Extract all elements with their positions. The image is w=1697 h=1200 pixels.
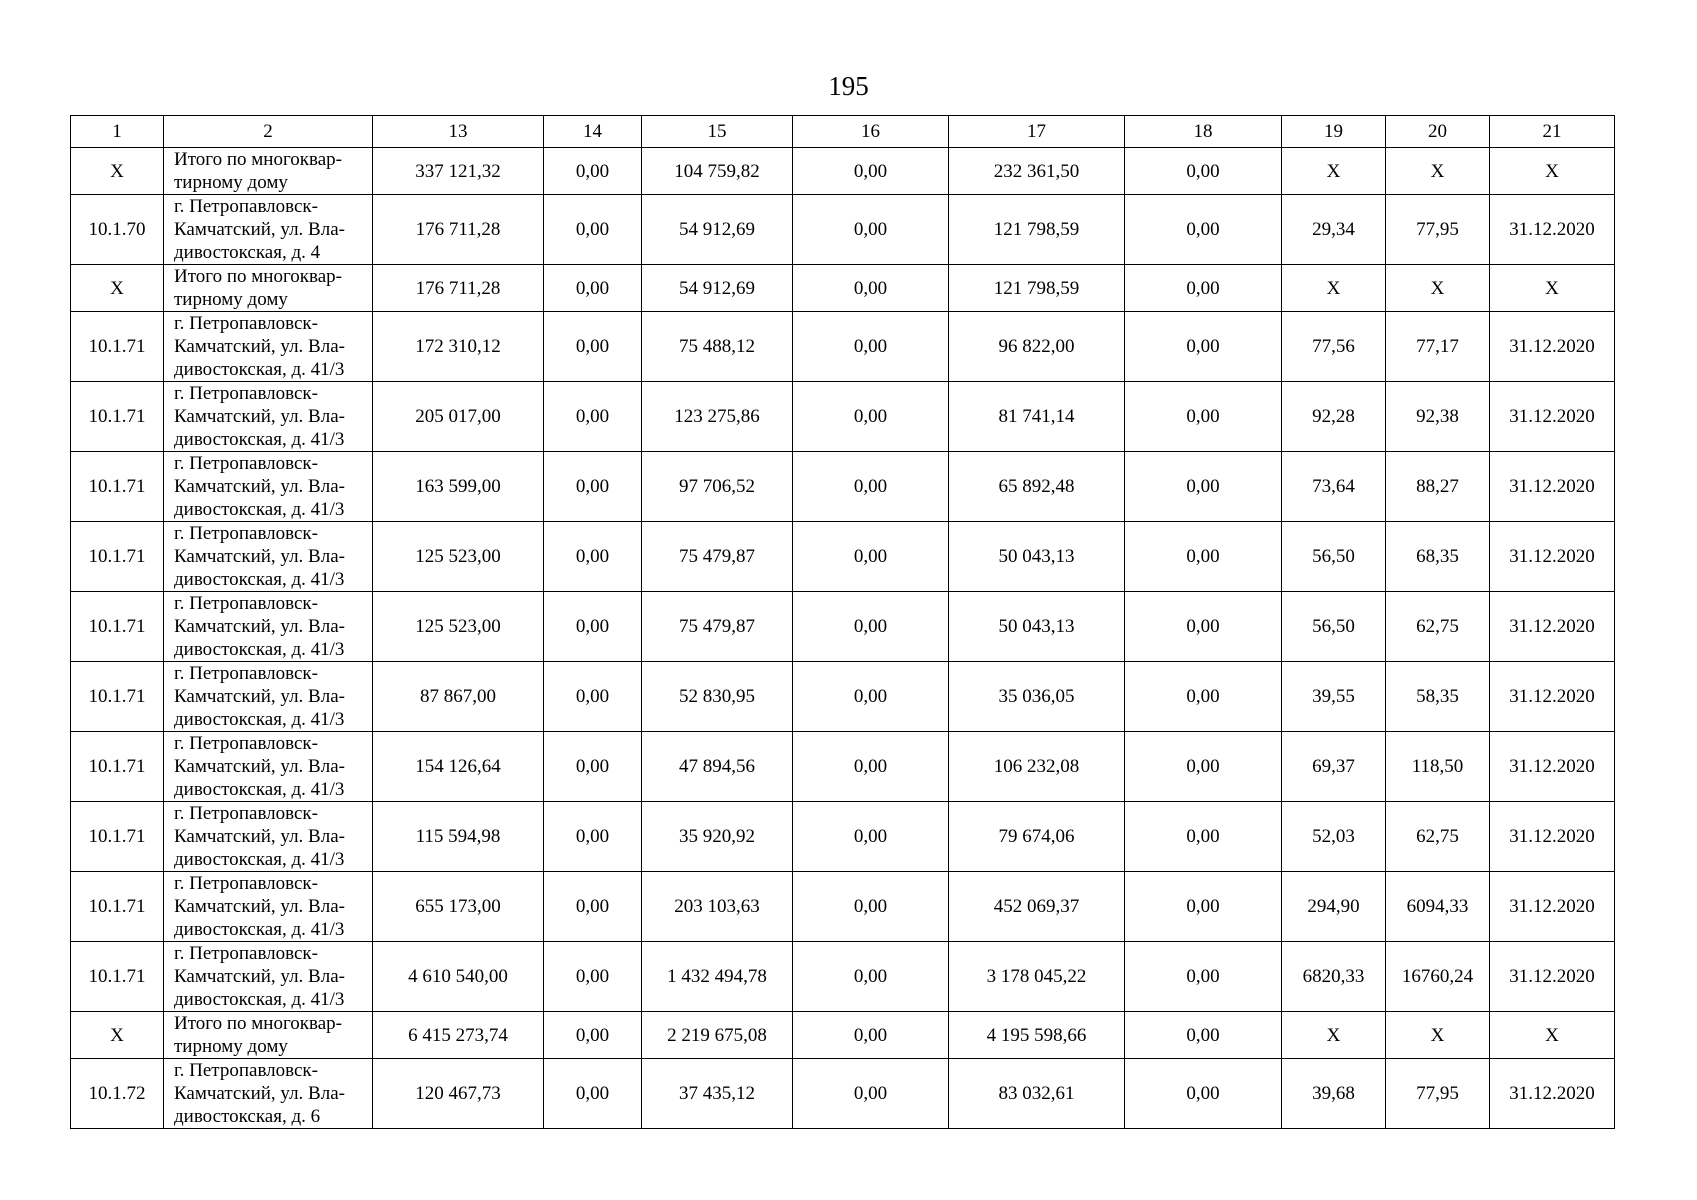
value-cell-20: X	[1386, 148, 1490, 195]
value-cell-18: 0,00	[1125, 148, 1282, 195]
value-cell-16: 0,00	[793, 872, 949, 942]
value-cell-16: 0,00	[793, 592, 949, 662]
value-cell-14: 0,00	[544, 312, 642, 382]
address-line: г. Петропавловск-	[174, 313, 318, 334]
column-number-cell: 20	[1386, 116, 1490, 148]
address-line: г. Петропавловск-	[174, 196, 318, 217]
value-cell-20: 58,35	[1386, 662, 1490, 732]
table-row	[71, 312, 1615, 382]
value-cell-19: X	[1282, 265, 1386, 312]
value-cell-21: 31.12.2020	[1490, 592, 1615, 662]
value-cell-18: 0,00	[1125, 1059, 1282, 1129]
value-cell-15: 97 706,52	[642, 452, 793, 522]
value-cell-13: 655 173,00	[373, 872, 544, 942]
value-cell-19: 294,90	[1282, 872, 1386, 942]
value-cell-20: 62,75	[1386, 802, 1490, 872]
item-number-cell: X	[71, 148, 164, 195]
value-cell-14: 0,00	[544, 452, 642, 522]
value-cell-19: 29,34	[1282, 195, 1386, 265]
address-cell	[164, 802, 373, 872]
value-cell-18: 0,00	[1125, 872, 1282, 942]
value-cell-13: 172 310,12	[373, 312, 544, 382]
address-line: г. Петропавловск-	[174, 1060, 318, 1081]
item-number-cell: 10.1.71	[71, 452, 164, 522]
value-cell-16: 0,00	[793, 942, 949, 1012]
value-cell-19: 92,28	[1282, 382, 1386, 452]
value-cell-14: 0,00	[544, 148, 642, 195]
value-cell-21: X	[1490, 1012, 1615, 1059]
item-number-cell: 10.1.71	[71, 662, 164, 732]
column-number-cell: 19	[1282, 116, 1386, 148]
value-cell-15: 54 912,69	[642, 195, 793, 265]
value-cell-21: 31.12.2020	[1490, 312, 1615, 382]
value-cell-13: 87 867,00	[373, 662, 544, 732]
item-number-cell: 10.1.71	[71, 592, 164, 662]
value-cell-15: 35 920,92	[642, 802, 793, 872]
value-cell-18: 0,00	[1125, 265, 1282, 312]
column-number-cell: 17	[949, 116, 1125, 148]
value-cell-16: 0,00	[793, 195, 949, 265]
value-cell-17: 3 178 045,22	[949, 942, 1125, 1012]
address-cell	[164, 662, 373, 732]
column-number-cell: 2	[164, 116, 373, 148]
address-line: Камчатский, ул. Вла-	[174, 1083, 345, 1104]
value-cell-13: 6 415 273,74	[373, 1012, 544, 1059]
item-number-cell: 10.1.72	[71, 1059, 164, 1129]
value-cell-19: 77,56	[1282, 312, 1386, 382]
address-line: тирному дому	[174, 1036, 288, 1057]
value-cell-14: 0,00	[544, 1059, 642, 1129]
value-cell-16: 0,00	[793, 802, 949, 872]
address-line: дивостокская, д. 41/3	[174, 569, 345, 590]
address-line: Камчатский, ул. Вла-	[174, 476, 345, 497]
value-cell-19: 39,68	[1282, 1059, 1386, 1129]
value-cell-19: 52,03	[1282, 802, 1386, 872]
address-line: Итого по многоквар-	[174, 266, 342, 287]
value-cell-20: 62,75	[1386, 592, 1490, 662]
table-row	[71, 592, 1615, 662]
total-row	[71, 265, 1615, 312]
address-line: Камчатский, ул. Вла-	[174, 616, 345, 637]
value-cell-14: 0,00	[544, 265, 642, 312]
value-cell-19: 69,37	[1282, 732, 1386, 802]
value-cell-13: 337 121,32	[373, 148, 544, 195]
table-row	[71, 382, 1615, 452]
value-cell-14: 0,00	[544, 195, 642, 265]
value-cell-18: 0,00	[1125, 592, 1282, 662]
column-number-cell: 13	[373, 116, 544, 148]
value-cell-21: X	[1490, 148, 1615, 195]
value-cell-20: X	[1386, 1012, 1490, 1059]
column-number-cell: 18	[1125, 116, 1282, 148]
value-cell-18: 0,00	[1125, 942, 1282, 1012]
item-number-cell: 10.1.71	[71, 942, 164, 1012]
total-label-cell	[164, 148, 373, 195]
column-number-cell: 1	[71, 116, 164, 148]
value-cell-15: 104 759,82	[642, 148, 793, 195]
table-row	[71, 662, 1615, 732]
address-line: г. Петропавловск-	[174, 523, 318, 544]
value-cell-17: 81 741,14	[949, 382, 1125, 452]
value-cell-17: 452 069,37	[949, 872, 1125, 942]
address-line: Камчатский, ул. Вла-	[174, 826, 345, 847]
address-line: дивостокская, д. 4	[174, 242, 321, 263]
address-line: Камчатский, ул. Вла-	[174, 966, 345, 987]
address-line: Камчатский, ул. Вла-	[174, 219, 345, 240]
table-row	[71, 802, 1615, 872]
value-cell-18: 0,00	[1125, 732, 1282, 802]
value-cell-21: 31.12.2020	[1490, 942, 1615, 1012]
address-line: дивостокская, д. 41/3	[174, 919, 345, 940]
value-cell-15: 54 912,69	[642, 265, 793, 312]
value-cell-15: 75 488,12	[642, 312, 793, 382]
value-cell-14: 0,00	[544, 382, 642, 452]
value-cell-18: 0,00	[1125, 662, 1282, 732]
value-cell-15: 75 479,87	[642, 522, 793, 592]
data-table	[70, 115, 1615, 1129]
value-cell-16: 0,00	[793, 148, 949, 195]
value-cell-20: 68,35	[1386, 522, 1490, 592]
value-cell-16: 0,00	[793, 522, 949, 592]
value-cell-13: 125 523,00	[373, 522, 544, 592]
table-row	[71, 452, 1615, 522]
value-cell-13: 176 711,28	[373, 265, 544, 312]
address-line: Итого по многоквар-	[174, 149, 342, 170]
value-cell-21: 31.12.2020	[1490, 872, 1615, 942]
value-cell-14: 0,00	[544, 522, 642, 592]
table-row	[71, 732, 1615, 802]
value-cell-17: 50 043,13	[949, 522, 1125, 592]
value-cell-14: 0,00	[544, 942, 642, 1012]
value-cell-21: 31.12.2020	[1490, 522, 1615, 592]
value-cell-13: 163 599,00	[373, 452, 544, 522]
column-number-cell: 21	[1490, 116, 1615, 148]
address-line: дивостокская, д. 41/3	[174, 989, 345, 1010]
address-line: дивостокская, д. 41/3	[174, 639, 345, 660]
address-cell	[164, 382, 373, 452]
value-cell-14: 0,00	[544, 732, 642, 802]
value-cell-17: 121 798,59	[949, 265, 1125, 312]
value-cell-21: 31.12.2020	[1490, 662, 1615, 732]
value-cell-17: 96 822,00	[949, 312, 1125, 382]
value-cell-20: 88,27	[1386, 452, 1490, 522]
address-line: Камчатский, ул. Вла-	[174, 546, 345, 567]
value-cell-19: 56,50	[1282, 522, 1386, 592]
value-cell-17: 106 232,08	[949, 732, 1125, 802]
value-cell-13: 120 467,73	[373, 1059, 544, 1129]
value-cell-13: 176 711,28	[373, 195, 544, 265]
table-body	[71, 116, 1615, 1129]
value-cell-18: 0,00	[1125, 195, 1282, 265]
address-cell	[164, 312, 373, 382]
value-cell-21: 31.12.2020	[1490, 382, 1615, 452]
value-cell-19: X	[1282, 1012, 1386, 1059]
value-cell-16: 0,00	[793, 265, 949, 312]
value-cell-20: 92,38	[1386, 382, 1490, 452]
address-line: г. Петропавловск-	[174, 803, 318, 824]
address-cell	[164, 522, 373, 592]
address-line: Камчатский, ул. Вла-	[174, 406, 345, 427]
column-number-cell: 14	[544, 116, 642, 148]
address-line: дивостокская, д. 41/3	[174, 499, 345, 520]
item-number-cell: X	[71, 1012, 164, 1059]
value-cell-15: 1 432 494,78	[642, 942, 793, 1012]
value-cell-17: 79 674,06	[949, 802, 1125, 872]
total-row	[71, 148, 1615, 195]
item-number-cell: 10.1.70	[71, 195, 164, 265]
value-cell-17: 65 892,48	[949, 452, 1125, 522]
value-cell-21: 31.12.2020	[1490, 802, 1615, 872]
value-cell-20: 77,17	[1386, 312, 1490, 382]
table-row	[71, 195, 1615, 265]
address-cell	[164, 195, 373, 265]
value-cell-21: 31.12.2020	[1490, 732, 1615, 802]
column-number-row	[71, 116, 1615, 148]
value-cell-17: 50 043,13	[949, 592, 1125, 662]
item-number-cell: 10.1.71	[71, 802, 164, 872]
address-cell	[164, 452, 373, 522]
address-line: тирному дому	[174, 289, 288, 310]
address-line: Камчатский, ул. Вла-	[174, 896, 345, 917]
value-cell-18: 0,00	[1125, 802, 1282, 872]
value-cell-15: 75 479,87	[642, 592, 793, 662]
address-cell	[164, 1059, 373, 1129]
value-cell-19: 56,50	[1282, 592, 1386, 662]
value-cell-13: 115 594,98	[373, 802, 544, 872]
item-number-cell: 10.1.71	[71, 872, 164, 942]
address-line: Итого по многоквар-	[174, 1013, 342, 1034]
value-cell-18: 0,00	[1125, 382, 1282, 452]
address-line: г. Петропавловск-	[174, 383, 318, 404]
value-cell-14: 0,00	[544, 662, 642, 732]
value-cell-17: 121 798,59	[949, 195, 1125, 265]
item-number-cell: 10.1.71	[71, 522, 164, 592]
address-line: г. Петропавловск-	[174, 593, 318, 614]
value-cell-16: 0,00	[793, 662, 949, 732]
address-line: дивостокская, д. 41/3	[174, 709, 345, 730]
value-cell-17: 83 032,61	[949, 1059, 1125, 1129]
item-number-cell: 10.1.71	[71, 382, 164, 452]
value-cell-21: 31.12.2020	[1490, 195, 1615, 265]
item-number-cell: 10.1.71	[71, 312, 164, 382]
value-cell-20: 118,50	[1386, 732, 1490, 802]
value-cell-15: 47 894,56	[642, 732, 793, 802]
address-line: дивостокская, д. 41/3	[174, 429, 345, 450]
address-line: г. Петропавловск-	[174, 733, 318, 754]
value-cell-15: 123 275,86	[642, 382, 793, 452]
address-line: г. Петропавловск-	[174, 873, 318, 894]
value-cell-19: 39,55	[1282, 662, 1386, 732]
value-cell-15: 37 435,12	[642, 1059, 793, 1129]
value-cell-19: 6820,33	[1282, 942, 1386, 1012]
value-cell-16: 0,00	[793, 732, 949, 802]
value-cell-20: 77,95	[1386, 195, 1490, 265]
value-cell-18: 0,00	[1125, 522, 1282, 592]
value-cell-14: 0,00	[544, 592, 642, 662]
address-line: Камчатский, ул. Вла-	[174, 686, 345, 707]
value-cell-21: X	[1490, 265, 1615, 312]
address-cell	[164, 592, 373, 662]
table-row	[71, 872, 1615, 942]
address-cell	[164, 872, 373, 942]
address-line: г. Петропавловск-	[174, 453, 318, 474]
address-line: дивостокская, д. 41/3	[174, 359, 345, 380]
address-cell	[164, 732, 373, 802]
address-line: дивостокская, д. 41/3	[174, 779, 345, 800]
value-cell-17: 232 361,50	[949, 148, 1125, 195]
value-cell-14: 0,00	[544, 872, 642, 942]
page-number: 195	[828, 71, 869, 101]
value-cell-20: 6094,33	[1386, 872, 1490, 942]
value-cell-20: X	[1386, 265, 1490, 312]
value-cell-20: 77,95	[1386, 1059, 1490, 1129]
table-row	[71, 1059, 1615, 1129]
table-row	[71, 522, 1615, 592]
column-number-cell: 15	[642, 116, 793, 148]
value-cell-21: 31.12.2020	[1490, 452, 1615, 522]
total-label-cell	[164, 265, 373, 312]
value-cell-14: 0,00	[544, 802, 642, 872]
address-line: Камчатский, ул. Вла-	[174, 756, 345, 777]
value-cell-16: 0,00	[793, 1012, 949, 1059]
value-cell-16: 0,00	[793, 1059, 949, 1129]
value-cell-19: 73,64	[1282, 452, 1386, 522]
value-cell-13: 4 610 540,00	[373, 942, 544, 1012]
value-cell-15: 2 219 675,08	[642, 1012, 793, 1059]
address-cell	[164, 942, 373, 1012]
value-cell-17: 35 036,05	[949, 662, 1125, 732]
value-cell-16: 0,00	[793, 382, 949, 452]
item-number-cell: 10.1.71	[71, 732, 164, 802]
value-cell-15: 203 103,63	[642, 872, 793, 942]
value-cell-18: 0,00	[1125, 312, 1282, 382]
item-number-cell: X	[71, 265, 164, 312]
value-cell-19: X	[1282, 148, 1386, 195]
address-line: дивостокская, д. 6	[174, 1106, 321, 1127]
value-cell-13: 154 126,64	[373, 732, 544, 802]
address-line: г. Петропавловск-	[174, 943, 318, 964]
value-cell-18: 0,00	[1125, 452, 1282, 522]
address-line: тирному дому	[174, 172, 288, 193]
value-cell-21: 31.12.2020	[1490, 1059, 1615, 1129]
value-cell-14: 0,00	[544, 1012, 642, 1059]
value-cell-15: 52 830,95	[642, 662, 793, 732]
value-cell-16: 0,00	[793, 452, 949, 522]
value-cell-13: 125 523,00	[373, 592, 544, 662]
value-cell-16: 0,00	[793, 312, 949, 382]
address-line: Камчатский, ул. Вла-	[174, 336, 345, 357]
value-cell-18: 0,00	[1125, 1012, 1282, 1059]
total-label-cell	[164, 1012, 373, 1059]
address-line: г. Петропавловск-	[174, 663, 318, 684]
total-row	[71, 1012, 1615, 1059]
value-cell-13: 205 017,00	[373, 382, 544, 452]
column-number-cell: 16	[793, 116, 949, 148]
value-cell-20: 16760,24	[1386, 942, 1490, 1012]
table-row	[71, 942, 1615, 1012]
value-cell-17: 4 195 598,66	[949, 1012, 1125, 1059]
address-line: дивостокская, д. 41/3	[174, 849, 345, 870]
